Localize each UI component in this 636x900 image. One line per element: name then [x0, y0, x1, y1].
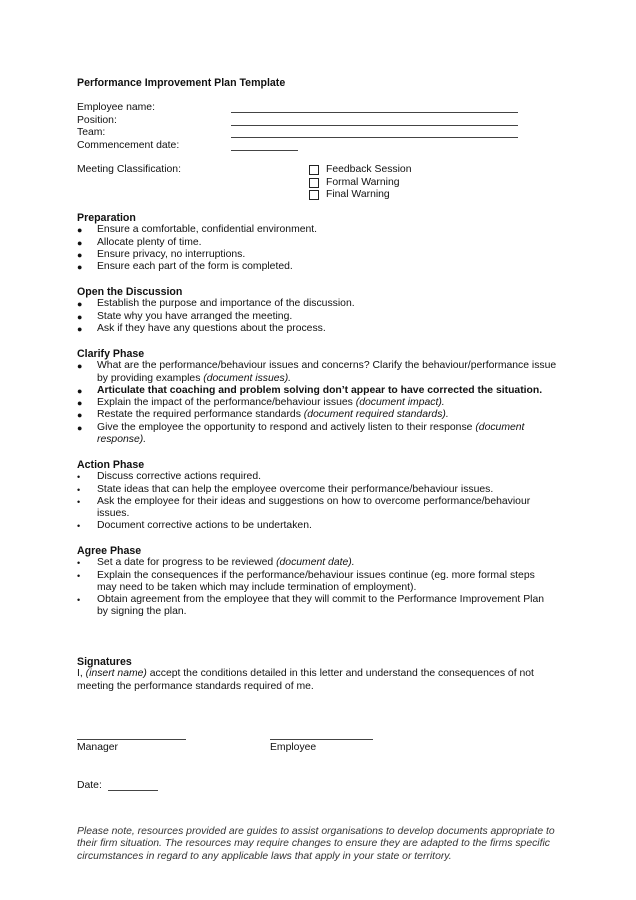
list-item: ● Allocate plenty of time. [77, 236, 202, 248]
list-item: • Discuss corrective actions required. [77, 471, 262, 483]
field-label: Employee name: [77, 102, 155, 113]
list-item: • State ideas that can help the employee overcome their performance/behaviour issues. [77, 483, 494, 495]
section-heading: Agree Phase [77, 545, 142, 557]
bullet-icon: ● [77, 410, 83, 421]
bullet-icon: ● [77, 422, 83, 433]
team-blank[interactable] [231, 137, 518, 138]
commencement-date-field [77, 140, 527, 152]
list-item: ● Ensure a comfortable, confidential environment. [77, 224, 318, 236]
checkbox-icon[interactable] [309, 190, 319, 200]
bullet-icon: ● [77, 299, 83, 310]
list-item: ● Give the employee the opportunity to respond and actively listen to their response (document response). [77, 421, 525, 446]
section-signatures [77, 656, 557, 693]
date-label: Date: [77, 780, 102, 791]
bullet-icon: • [77, 521, 81, 532]
checkbox-icon[interactable] [309, 178, 319, 188]
list-item: ● Explain the impact of the performance/behaviour issues (document impact). [77, 397, 445, 409]
bullet-icon: ● [77, 249, 83, 260]
list-item: ● What are the performance/behaviour issues and concerns? Clarify the behaviour/performance issue by providing examples (document issues). [77, 360, 557, 384]
section-preparation [77, 212, 557, 273]
section-heading: Clarify Phase [77, 348, 145, 360]
list-item: • Explain the consequences if the performance/behaviour issues continue (eg. more formal steps may need to be taken which may include termination of employment). [77, 569, 535, 593]
bullet-icon: ● [77, 237, 83, 248]
bullet-icon: ● [77, 398, 83, 409]
list-item: ● Ensure each part of the form is completed. [77, 261, 293, 273]
employee-signature-line[interactable] [270, 739, 373, 740]
bullet-icon: ● [77, 311, 83, 322]
position-field [77, 115, 527, 127]
field-label: Position: [77, 114, 117, 126]
checkbox-icon[interactable] [309, 165, 319, 175]
team-field [77, 127, 527, 139]
signature-statement: I, (insert name) accept the conditions detailed in this letter and understand the consequences of not meeting the performance standards required of me. [77, 668, 534, 692]
bullet-icon: ● [77, 385, 83, 396]
employee-name-blank[interactable] [231, 112, 518, 113]
checkbox-label: Feedback Session [326, 164, 412, 175]
section-heading: Open the Discussion [77, 286, 183, 298]
bullet-icon: • [77, 472, 81, 483]
bullet-icon: • [77, 595, 81, 606]
bullet-icon: • [77, 570, 81, 581]
position-blank[interactable] [231, 125, 518, 126]
section-heading: Preparation [77, 212, 136, 224]
list-item: • Obtain agreement from the employee that they will commit to the Performance Improvement Plan by signing the plan. [77, 594, 545, 618]
employee-label: Employee [270, 742, 317, 753]
list-item: ● Articulate that coaching and problem solving don’t appear to have corrected the situation. [77, 384, 543, 396]
section-action-phase [77, 459, 557, 533]
manager-label: Manager [77, 742, 119, 753]
list-item: ● Ask if they have any questions about the process. [77, 322, 326, 334]
bullet-icon: ● [77, 262, 83, 273]
section-heading: Action Phase [77, 459, 145, 471]
checkbox-label: Formal Warning [326, 176, 400, 188]
list-item: ● State why you have arranged the meeting. [77, 310, 293, 322]
list-item: • Set a date for progress to be reviewed (document date). [77, 557, 355, 569]
field-label: Commencement date: [77, 139, 180, 151]
meeting-classification-label: Meeting Classification: [77, 164, 181, 175]
list-item: • Document corrective actions to be undertaken. [77, 520, 312, 532]
commencement-date-blank[interactable] [231, 150, 298, 151]
section-open-discussion [77, 286, 557, 335]
field-label: Team: [77, 127, 106, 138]
manager-signature-line[interactable] [77, 739, 186, 740]
document-title: Performance Improvement Plan Template [77, 77, 286, 89]
section-heading: Signatures [77, 656, 132, 668]
bullet-icon: ● [77, 323, 83, 334]
bullet-icon: ● [77, 361, 83, 372]
list-item: ● Establish the purpose and importance of the discussion. [77, 298, 355, 310]
bullet-icon: ● [77, 225, 83, 236]
date-signature-line[interactable] [108, 790, 158, 791]
bullet-icon: • [77, 484, 81, 495]
bullet-icon: • [77, 558, 81, 569]
checkbox-label: Final Warning [326, 189, 390, 200]
list-item: ● Restate the required performance standards (document required standards). [77, 409, 449, 421]
list-item: ● Ensure privacy, no interruptions. [77, 248, 246, 260]
bullet-icon: • [77, 496, 81, 507]
disclaimer-note: Please note, resources provided are guides to assist organisations to develop documents appropriate to their firm situation. The resources may require changes to ensure they are adapted to the firms specific circumstances in regard to any applicable laws that apply in your state or territory. [77, 826, 555, 862]
employee-name-field [77, 102, 527, 114]
section-agree-phase [77, 545, 557, 619]
list-item: • Ask the employee for their ideas and suggestions on how to overcome performance/behaviour issues. [77, 495, 531, 520]
section-clarify-phase [77, 348, 557, 446]
